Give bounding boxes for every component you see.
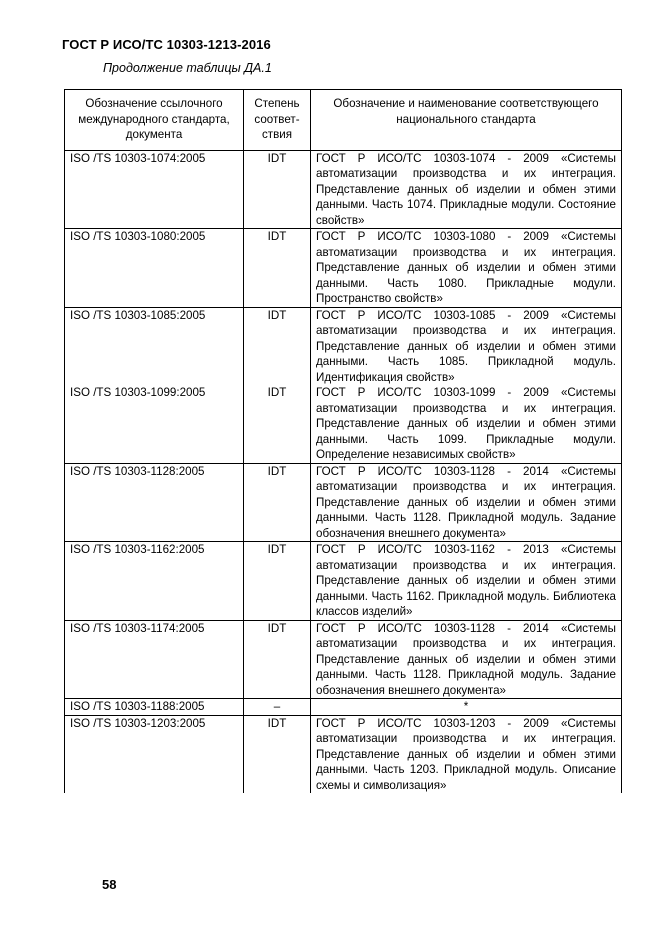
conformity-degree: IDT <box>244 307 311 385</box>
reference-code: ISO /TS 10303-1085:2005 <box>65 307 244 385</box>
table-row <box>65 699 622 716</box>
table-row <box>65 620 622 699</box>
table-row <box>65 542 622 621</box>
conformity-degree: IDT <box>244 229 311 308</box>
page-number: 58 <box>102 877 117 892</box>
reference-code: ISO /TS 10303-1128:2005 <box>65 463 244 542</box>
conformity-degree: IDT <box>244 715 311 793</box>
table-header-row <box>65 90 622 151</box>
table-row <box>65 715 622 793</box>
national-standard-name: ГОСТ Р ИСО/ТС 10303-1099 - 2009 «Системы автоматизации производства и их интеграция. Представление данных об изделии и обмен этими данными. Часть 1099. Прикладные модули. Определение независимых свойств» <box>311 385 622 463</box>
reference-code: ISO /TS 10303-1099:2005 <box>65 385 244 463</box>
references-table <box>64 89 622 793</box>
table-row <box>65 229 622 308</box>
national-standard-name: ГОСТ Р ИСО/ТС 10303-1162 - 2013 «Системы автоматизации производства и их интеграция. Представление данных об изделии и обмен этими данными. Часть 1162. Прикладной модуль. Библиотека классов изделий» <box>311 542 622 621</box>
conformity-degree: IDT <box>244 150 311 229</box>
national-standard-name: ГОСТ Р ИСО/ТС 10303-1128 - 2014 «Системы автоматизации производства и их интеграция. Представление данных об изделии и обмен этими данными. Часть 1128. Прикладной модуль. Задание обозначения внешнего документа» <box>311 620 622 699</box>
national-standard-name: ГОСТ Р ИСО/ТС 10303-1080 - 2009 «Системы автоматизации производства и их интеграция. Представление данных об изделии и обмен этими данными. Часть 1080. Прикладные модули. Пространство свойств» <box>311 229 622 308</box>
reference-code: ISO /TS 10303-1074:2005 <box>65 150 244 229</box>
national-standard-name: ГОСТ Р ИСО/ТС 10303-1085 - 2009 «Системы автоматизации производства и их интеграция. Представление данных об изделии и обмен этими данными. Часть 1085. Прикладной модуль. Идентификация свойств» <box>311 307 622 385</box>
reference-code: ISO /TS 10303-1203:2005 <box>65 715 244 793</box>
reference-code: ISO /TS 10303-1188:2005 <box>65 699 244 716</box>
national-standard-name: ГОСТ Р ИСО/ТС 10303-1074 - 2009 «Системы автоматизации производства и их интеграция. Представление данных об изделии и обмен этими данными. Часть 1074. Прикладные модули. Состояние свойств» <box>311 150 622 229</box>
table-row <box>65 463 622 542</box>
national-standard-name: ГОСТ Р ИСО/ТС 10303-1128 - 2014 «Системы автоматизации производства и их интеграция. Представление данных об изделии и обмен этими данными. Часть 1128. Прикладной модуль. Задание обозначения внешнего документа» <box>311 463 622 542</box>
conformity-degree: IDT <box>244 385 311 463</box>
document-header: ГОСТ Р ИСО/ТС 10303-1213-2016 <box>62 37 271 52</box>
national-standard-name: * <box>311 699 622 716</box>
conformity-degree: IDT <box>244 463 311 542</box>
table-row <box>65 150 622 229</box>
conformity-degree: – <box>244 699 311 716</box>
reference-code: ISO /TS 10303-1174:2005 <box>65 620 244 699</box>
table-row <box>65 307 622 385</box>
table-row <box>65 385 622 463</box>
reference-code: ISO /TS 10303-1080:2005 <box>65 229 244 308</box>
conformity-degree: IDT <box>244 542 311 621</box>
column-header-reference: Обозначение ссылочного международного стандарта, документа <box>65 90 244 151</box>
column-header-national-standard: Обозначение и наименование соответствующего национального стандарта <box>311 90 622 151</box>
national-standard-name: ГОСТ Р ИСО/ТС 10303-1203 - 2009 «Системы автоматизации производства и их интеграция. Представление данных об изделии и обмен этими данными. Часть 1203. Прикладной модуль. Описание схемы и символизация» <box>311 715 622 793</box>
reference-code: ISO /TS 10303-1162:2005 <box>65 542 244 621</box>
table-continuation-caption: Продолжение таблицы ДА.1 <box>103 61 272 75</box>
conformity-degree: IDT <box>244 620 311 699</box>
column-header-degree: Степень соответ-ствия <box>244 90 311 151</box>
